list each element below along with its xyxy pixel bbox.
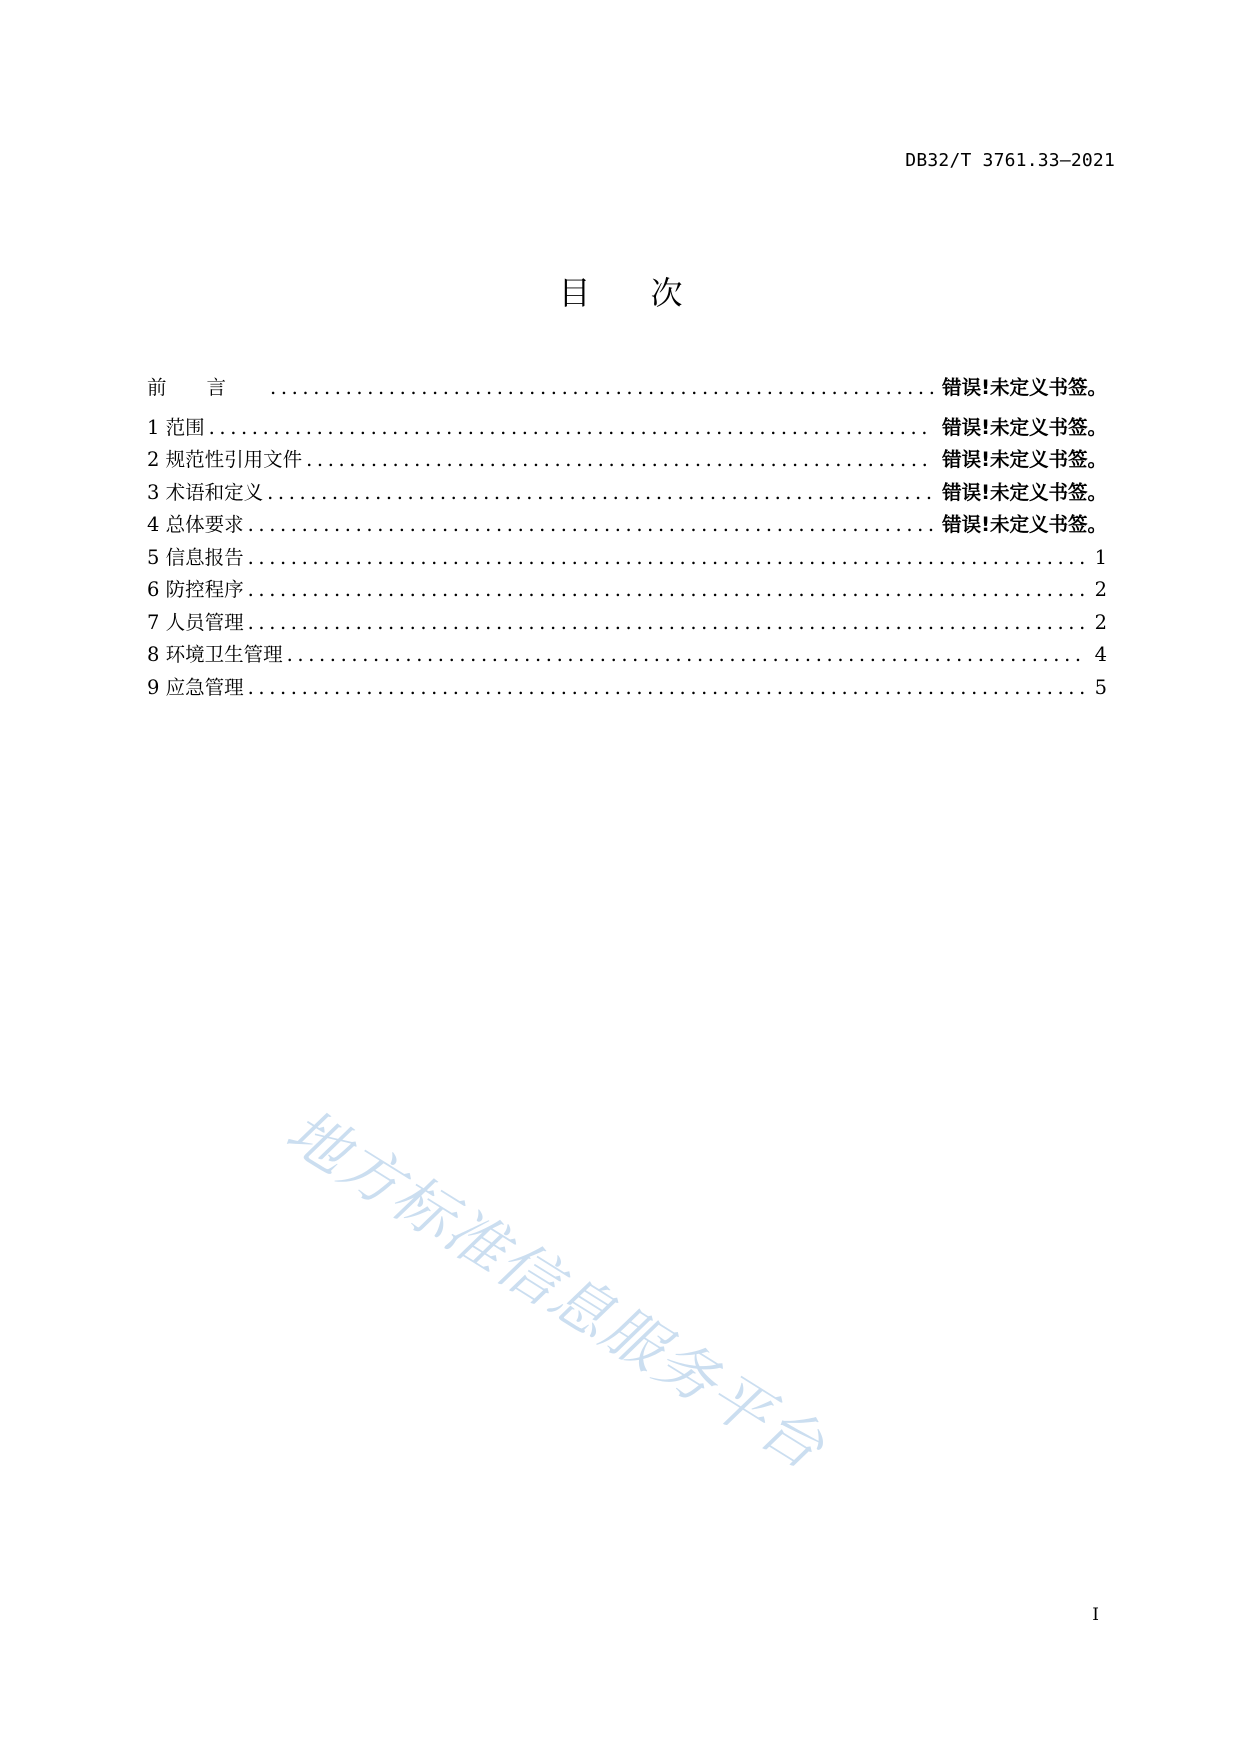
toc-entry-general-requirements[interactable]: [147, 509, 1107, 542]
toc-entry-information-report[interactable]: [147, 542, 1107, 575]
toc-leader-dots: [287, 643, 1087, 666]
toc-entry-page: 错误!未定义书签。: [942, 480, 1107, 504]
toc-leader-dots: [270, 376, 934, 399]
toc-entry-normative-references[interactable]: [147, 444, 1107, 477]
toc-entry-emergency-management[interactable]: [147, 672, 1107, 705]
toc-entry-label: 2 规范性引用文件: [147, 448, 303, 471]
toc-entry-page: 错误!未定义书签。: [942, 513, 1107, 536]
toc-entry-label: 6 防控程序: [147, 578, 244, 601]
toc-leader-dots: [248, 676, 1087, 699]
page-number: I: [1092, 1605, 1099, 1625]
toc-entry-environmental-hygiene[interactable]: [147, 639, 1107, 672]
toc-entry-label: 3 术语和定义: [147, 480, 264, 504]
toc-entry-label: 5 信息报告: [147, 545, 244, 569]
table-of-contents: [147, 372, 1107, 704]
toc-leader-dots: [306, 448, 934, 471]
toc-entry-page: 1: [1094, 545, 1107, 569]
toc-leader-dots: [248, 578, 1087, 601]
toc-entry-label: 9 应急管理: [147, 675, 244, 699]
toc-entry-label: 前言: [147, 376, 267, 399]
toc-leader-dots: [267, 481, 934, 504]
toc-entry-page: 2: [1094, 578, 1107, 601]
standard-code: DB32/T 3761.33—2021: [905, 150, 1115, 171]
toc-leader-dots: [248, 546, 1087, 569]
toc-entry-label: 8 环境卫生管理: [147, 643, 283, 666]
toc-entry-terms[interactable]: [147, 477, 1107, 510]
toc-entry-page: 5: [1094, 675, 1107, 699]
toc-entry-prevention-procedure[interactable]: [147, 574, 1107, 607]
watermark: 地方标准信息服务平台: [274, 1096, 837, 1484]
toc-entry-personnel-management[interactable]: [147, 607, 1107, 640]
toc-entry-scope[interactable]: [147, 412, 1107, 445]
toc-entry-page: 4: [1094, 643, 1107, 666]
toc-entry-page: 错误!未定义书签。: [942, 448, 1107, 471]
toc-leader-dots: [248, 611, 1087, 634]
toc-entry-label: 1 范围: [147, 415, 205, 439]
toc-entry-page: 错误!未定义书签。: [942, 415, 1107, 439]
toc-entry-label: 7 人员管理: [147, 610, 244, 634]
toc-entry-label: 4 总体要求: [147, 513, 244, 536]
toc-leader-dots: [248, 513, 934, 536]
toc-entry-page: 错误!未定义书签。: [942, 376, 1107, 399]
toc-leader-dots: [209, 416, 934, 439]
toc-entry-foreword[interactable]: [147, 372, 1107, 405]
page-title: 目次: [558, 274, 743, 312]
toc-entry-page: 2: [1094, 610, 1107, 634]
